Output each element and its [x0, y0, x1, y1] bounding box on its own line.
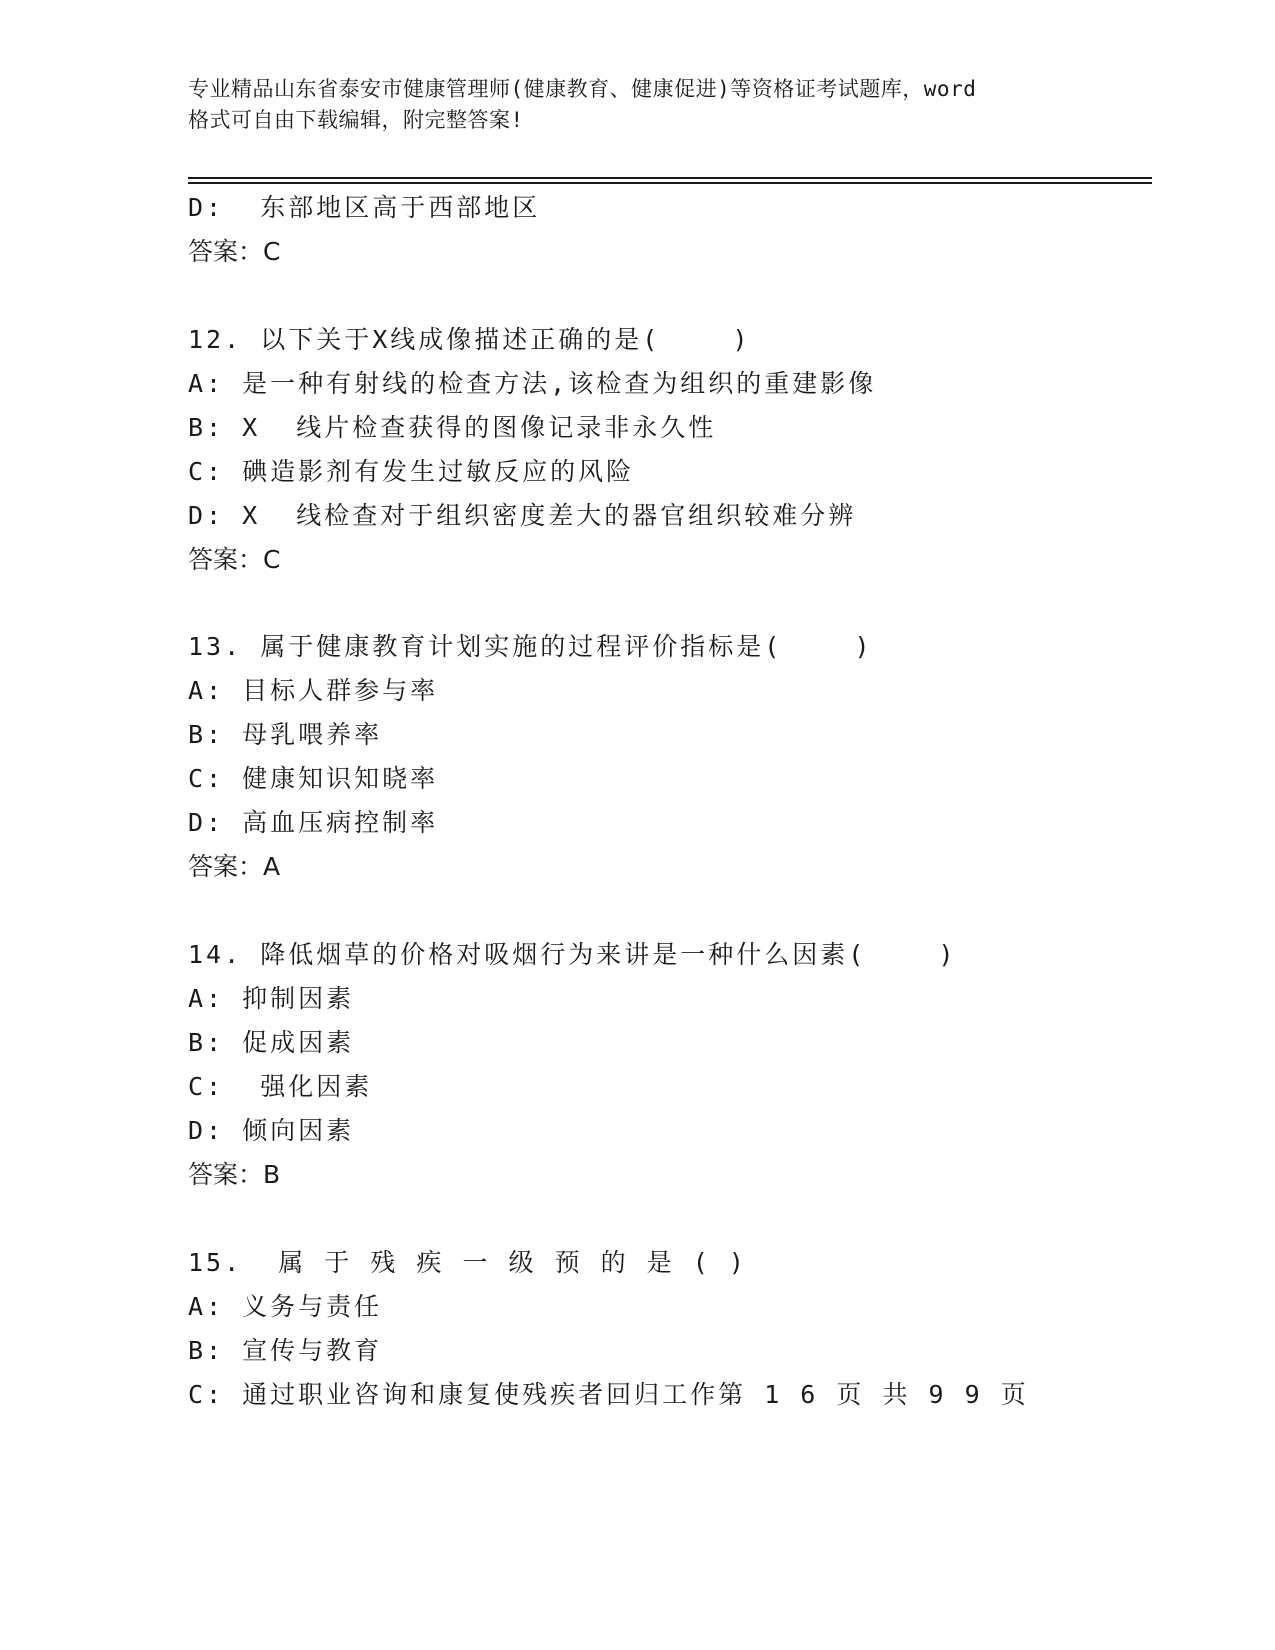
- q14-option-c: C: 强化因素: [188, 1072, 373, 1101]
- q12-option-d: D: X 线检查对于组织密度差大的器官组织较难分辨: [188, 501, 857, 530]
- q11-answer: 答案：C: [188, 237, 281, 266]
- page-header: [188, 74, 1088, 136]
- q14-option-a: A: 抑制因素: [188, 984, 355, 1013]
- q12-answer: 答案：C: [188, 545, 281, 574]
- q13-option-a: A: 目标人群参与率: [188, 676, 439, 705]
- q15-option-c: C: 通过职业咨询和康复使残疾者回归工作第 1 6 页 共 9 9 页: [188, 1380, 1029, 1409]
- header-line-2: 格式可自由下载编辑，附完整答案!: [188, 108, 524, 132]
- q13-option-d: D: 高血压病控制率: [188, 808, 439, 837]
- header-divider-bottom: [188, 182, 1152, 184]
- q14-option-d: D: 倾向因素: [188, 1116, 355, 1145]
- q13-stem: 13. 属于健康教育计划实施的过程评价指标是( ): [188, 632, 873, 661]
- q15-stem: 15. 属 于 残 疾 一 级 预 的 是 ( ): [188, 1248, 747, 1277]
- q12-stem: 12. 以下关于X线成像描述正确的是( ): [188, 325, 751, 354]
- q14-option-b: B: 促成因素: [188, 1028, 355, 1057]
- q15-option-a: A: 义务与责任: [188, 1292, 383, 1321]
- q14-answer: 答案：B: [188, 1160, 281, 1189]
- q11-option-d: D: 东部地区高于西部地区: [188, 193, 541, 222]
- q13-option-c: C: 健康知识知晓率: [188, 764, 439, 793]
- q12-option-b: B: X 线片检查获得的图像记录非永久性: [188, 413, 717, 442]
- q15-option-b: B: 宣传与教育: [188, 1336, 383, 1365]
- header-line-1: 专业精品山东省泰安市健康管理师(健康教育、健康促进)等资格证考试题库，word: [188, 77, 977, 101]
- q12-option-c: C: 碘造影剂有发生过敏反应的风险: [188, 457, 635, 486]
- q13-answer: 答案：A: [188, 852, 281, 881]
- q12-option-a: A: 是一种有射线的检查方法,该检查为组织的重建影像: [188, 369, 877, 398]
- q13-option-b: B: 母乳喂养率: [188, 720, 383, 749]
- q14-stem: 14. 降低烟草的价格对吸烟行为来讲是一种什么因素( ): [188, 940, 957, 969]
- header-divider-top: [188, 177, 1152, 179]
